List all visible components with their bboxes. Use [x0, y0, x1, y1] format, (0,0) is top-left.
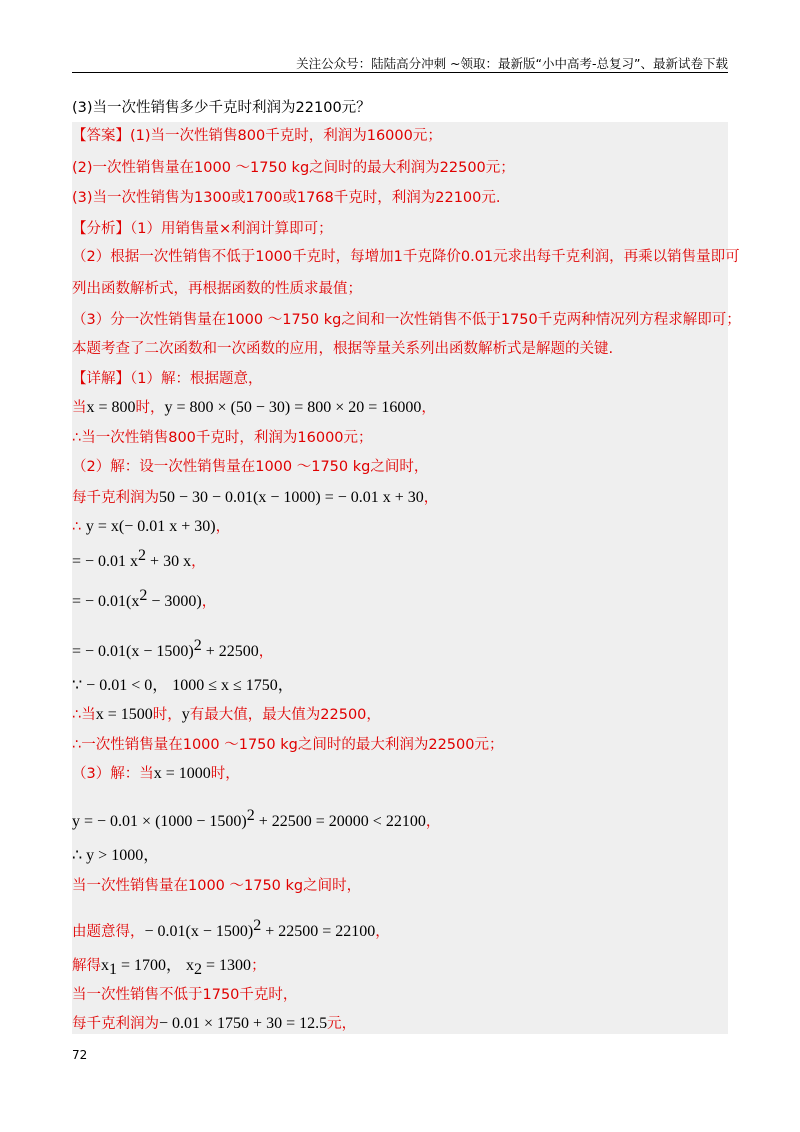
answer-line-1: 【答案】(1)当一次性销售800千克时，利润为16000元； [72, 128, 442, 144]
detail-line-16: 由题意得，− $0.01(x - 1500)^2 + 22500 = 22100$， [72, 917, 390, 940]
detail-line-9: ∵ − 0.01 < 0， 1000 ≤ x ≤ 1750， [72, 677, 294, 694]
detail-line-14: ∴ y > 1000， [72, 847, 160, 864]
detail-line-2: ∴当一次性销售800千克时，利润为16000元； [72, 430, 373, 446]
detail-line-3: （2）解：设一次性销售量在1000 ～1750 kg之间时， [72, 459, 429, 475]
question-3: (3)当一次性销售多少千克时利润为22100元？ [72, 100, 371, 116]
analysis-line-4: （3）分一次性销售量在1000 ～1750 kg之间和一次性销售不低于1750千克两种情况列方程求解即可； [72, 312, 741, 328]
detail-line-17: 解得$x_1 = 1700$， $x_2 = 1300$； [72, 957, 266, 978]
detail-heading: 【详解】（1）解：根据题意， [72, 371, 263, 387]
analysis-line-2: （2）根据一次性销售不低于1000千克时，每增加1千克降价0.01元求出每千克利润，再乘以销售量即可 [72, 249, 740, 265]
detail-line-1: 当x = 800时，y = 800 × (50 − 30) = 800 × 20 = 16000， [72, 399, 436, 416]
detail-line-18: 当一次性销售不低于1750千克时， [72, 987, 298, 1003]
detail-line-19: 每千克利润为− 0.01 × 1750 + 30 = 12.5元， [72, 1015, 357, 1032]
answer-line-2: (2)一次性销售量在1000 ～1750 kg之间时的最大利润为22500元； [72, 160, 515, 176]
detail-line-12: （3）解：当x = 1000时， [72, 765, 240, 782]
analysis-line-5: 本题考查了二次函数和一次函数的应用，根据等量关系列出函数解析式是解题的关键. [72, 341, 614, 357]
detail-line-10: ∴当x = 1500时，y有最大值，最大值为22500， [72, 706, 381, 723]
header-divider [72, 72, 728, 73]
detail-line-5: ∴ y = x(− 0.01 x + 30)， [72, 518, 231, 535]
page-header: 关注公众号：陆陆高分冲刺 ~领取：最新版“小中高考-总复习”、最新试卷下载 [296, 56, 728, 71]
analysis-line-1: 【分析】（1）用销售量×利润计算即可； [72, 221, 333, 237]
detail-line-13: y = − $0.01 \times (1000 - 1500)^2 + 22500 = 20000 < 22100$， [72, 807, 441, 830]
detail-line-8: = − $0.01(x - 1500)^2 + 22500$， [72, 637, 274, 660]
detail-line-7: = − $0.01(x^2 - 3000)$， [72, 587, 217, 610]
analysis-line-3: 列出函数解析式，再根据函数的性质求最值； [72, 281, 362, 297]
page-number: 72 [72, 1048, 88, 1062]
detail-line-6: = − 0.01 $x^2 + 30$ x， [72, 547, 206, 570]
answer-line-3: (3)当一次性销售为1300或1700或1768千克时，利润为22100元. [72, 190, 501, 206]
detail-line-15: 当一次性销售量在1000 ～1750 kg之间时， [72, 878, 362, 894]
detail-line-4: 每千克利润为50 − 30 − 0.01(x − 1000) = − 0.01 x + 30， [72, 489, 439, 506]
detail-line-11: ∴一次性销售量在1000 ～1750 kg之间时的最大利润为22500元； [72, 737, 504, 753]
